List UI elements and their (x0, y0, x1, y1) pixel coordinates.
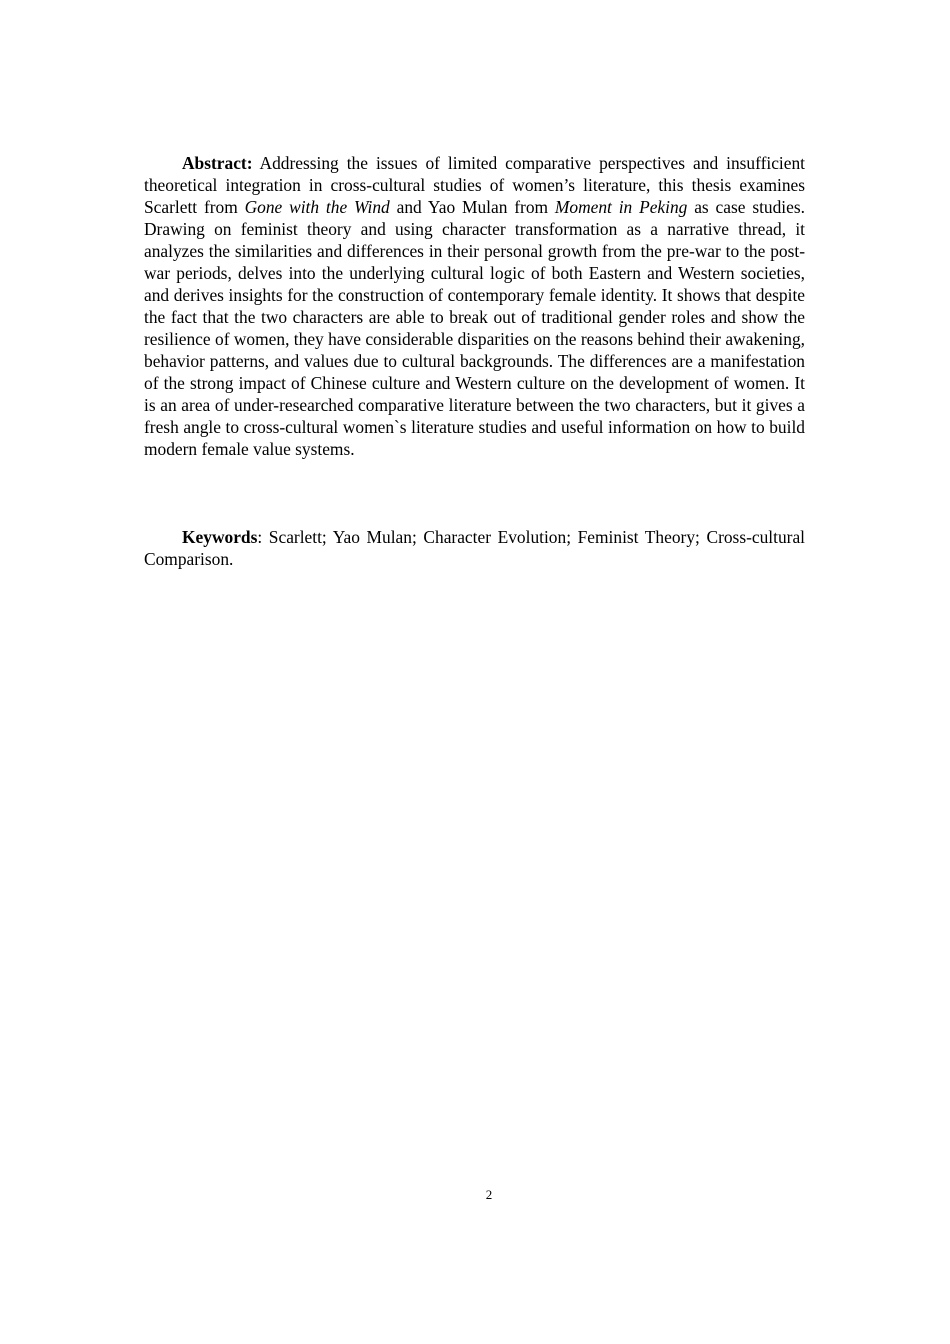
work-title-gone-with-the-wind: Gone with the Wind (244, 197, 390, 217)
abstract-paragraph (144, 152, 805, 460)
abstract-text-part-2: and Yao Mulan from (389, 197, 555, 217)
work-title-moment-in-peking: Moment in Peking (554, 197, 688, 217)
abstract-text-part-1: Addressing the issues of limited comparative perspectives and insufficient theoretical integration in cross-cultural studies of women’s literature, this thesis examines Scarlett from (144, 153, 805, 217)
abstract-text-part-3: as case studies. Drawing on feminist theory and using character transformation as a narrative thread, it analyzes the similarities and differences in their personal growth from the pre-war to the post-war periods, delves into the underlying cultural logic of both Eastern and Western societies, and derives insights for the construction of contemporary female identity. It shows that despite the fact that the two characters are able to break out of traditional gender roles and show the resilience of women, they have considerable disparities on the reasons behind their awakening, behavior patterns, and values due to cultural backgrounds. The differences are a manifestation of the strong impact of Chinese culture and Western culture on the development of women. It is an area of under-researched comparative literature between the two characters, but it gives a fresh angle to cross-cultural women`s literature studies and useful information on how to build modern female value systems. (144, 197, 805, 459)
abstract-label: Abstract: (182, 153, 253, 173)
keywords-paragraph (144, 526, 805, 570)
page-number: 2 (485, 1187, 493, 1202)
keywords-list: : Scarlett; Yao Mulan; Character Evolution; Feminist Theory; Cross-cultural Comparison. (144, 527, 805, 569)
keywords-label: Keywords (182, 527, 258, 547)
